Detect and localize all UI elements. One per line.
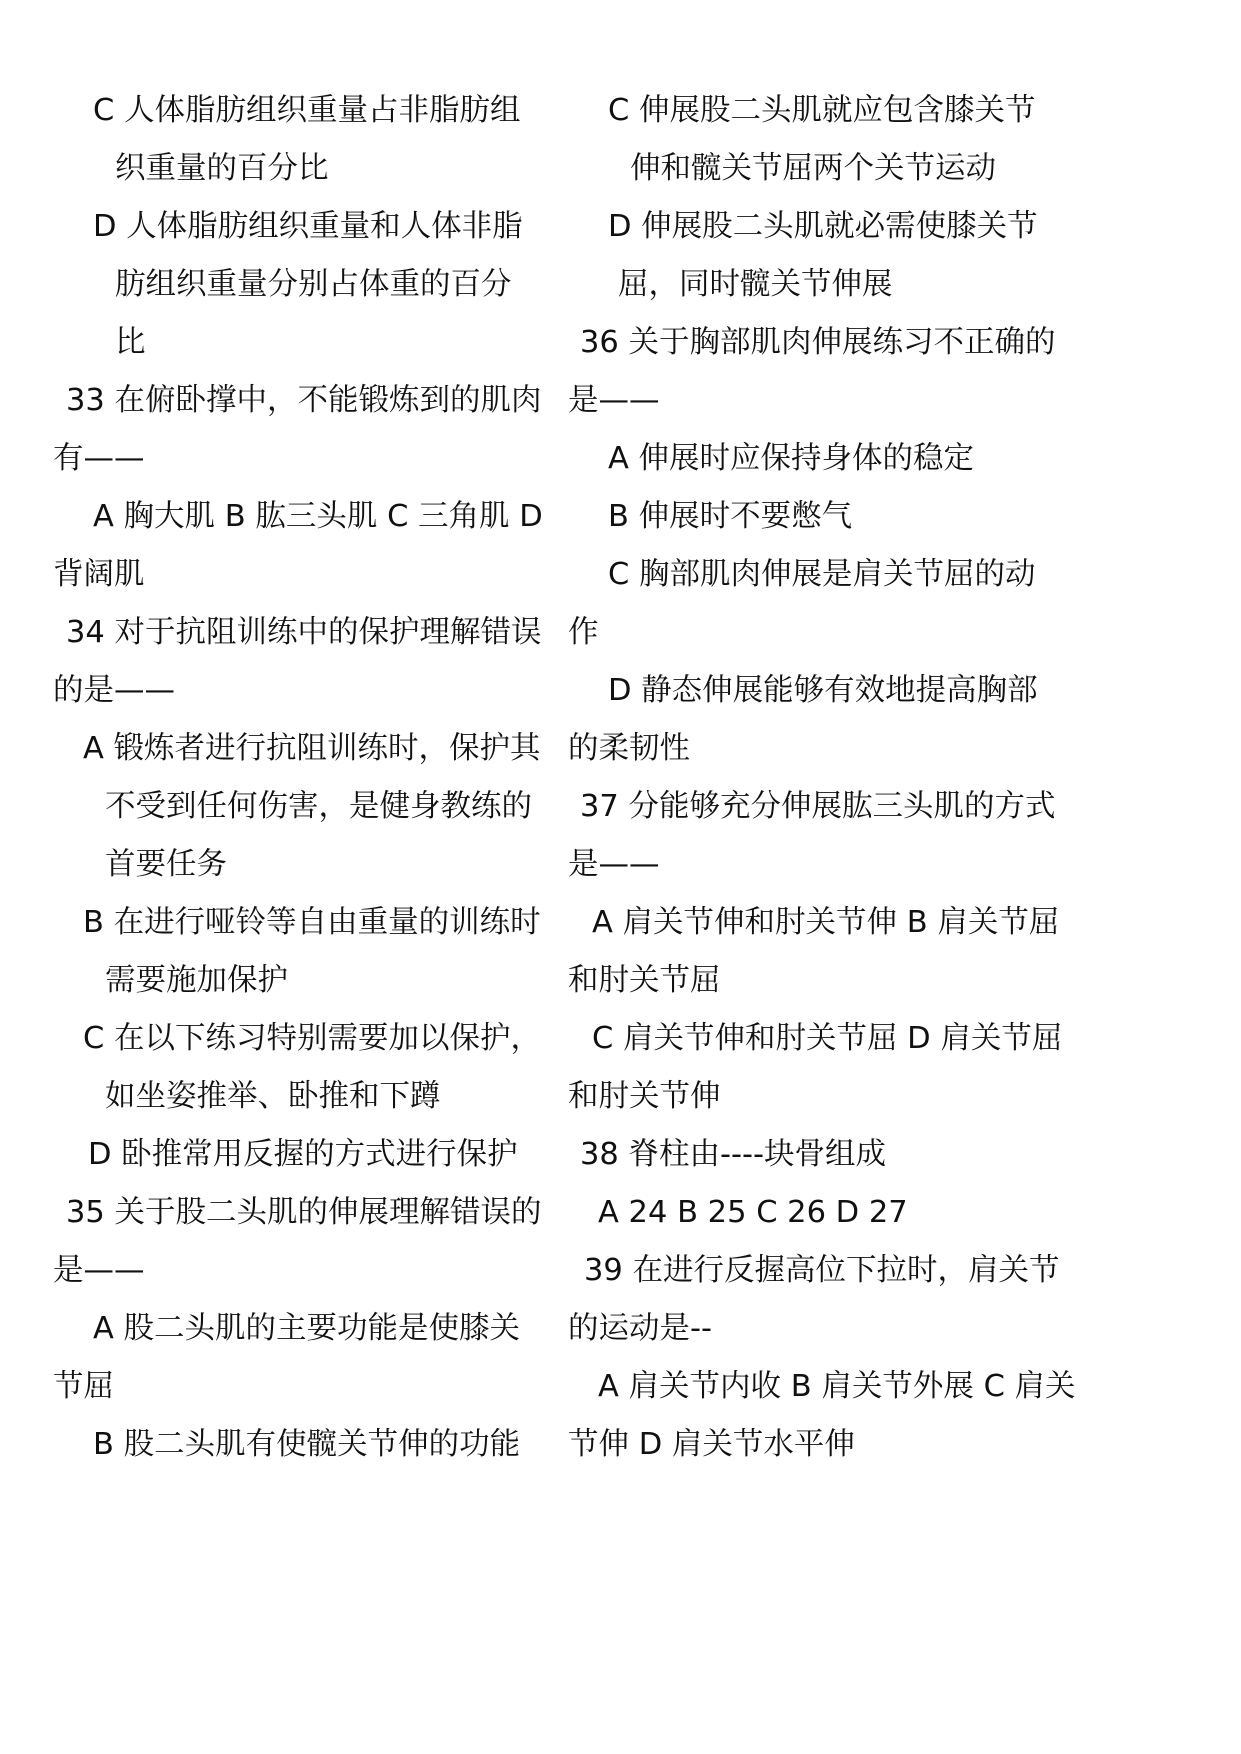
text-line: D 静态伸展能够有效地提高胸部 [608, 673, 1038, 708]
text-line: 背阔肌 [53, 557, 145, 592]
text-line: 的运动是-- [568, 1311, 713, 1346]
question-38: 38 脊柱由----块骨组成 [580, 1137, 887, 1172]
text-line: A 伸展时应保持身体的稳定 [608, 441, 975, 476]
text-line: 比 [115, 325, 146, 360]
question-36: 36 关于胸部肌肉伸展练习不正确的 [580, 325, 1056, 360]
text-line: A 肩关节伸和肘关节伸 B 肩关节屈 [592, 905, 1060, 940]
text-line: 节屈 [53, 1369, 114, 1404]
text-line: 节伸 D 肩关节水平伸 [568, 1427, 855, 1462]
text-line: B 股二头肌有使髋关节伸的功能 [93, 1427, 521, 1462]
text-line: 如坐姿推举、卧推和下蹲 [105, 1079, 441, 1114]
text-line: 伸和髋关节屈两个关节运动 [630, 151, 996, 186]
question-35: 35 关于股二头肌的伸展理解错误的 [66, 1195, 542, 1230]
text-line: 不受到任何伤害，是健身教练的 [105, 789, 532, 824]
text-line: 和肘关节屈 [568, 963, 721, 998]
text-line: 屈，同时髋关节伸展 [618, 267, 893, 302]
text-line: A 锻炼者进行抗阻训练时，保护其 [83, 731, 541, 766]
question-33: 33 在俯卧撑中，不能锻炼到的肌肉 [66, 383, 542, 418]
text-line: 作 [568, 615, 599, 650]
text-line: A 股二头肌的主要功能是使膝关 [93, 1311, 521, 1346]
text-line: C 在以下练习特别需要加以保护， [83, 1021, 541, 1056]
text-line: C 胸部肌肉伸展是肩关节屈的动 [608, 557, 1036, 592]
text-line: 的是—— [53, 673, 175, 708]
text-line: C 伸展股二头肌就应包含膝关节 [608, 93, 1036, 128]
text-line: 肪组织重量分别占体重的百分 [115, 267, 512, 302]
text-line: 是—— [568, 847, 660, 882]
text-line: 织重量的百分比 [115, 151, 329, 186]
text-line: C 肩关节伸和肘关节屈 D 肩关节屈 [592, 1021, 1063, 1056]
text-line: 有—— [53, 441, 145, 476]
text-line: A 肩关节内收 B 肩关节外展 C 肩关 [598, 1369, 1076, 1404]
text-line: B 在进行哑铃等自由重量的训练时 [83, 905, 541, 940]
text-line: 是—— [53, 1253, 145, 1288]
text-line: D 卧推常用反握的方式进行保护 [88, 1137, 518, 1172]
text-line: A 胸大肌 B 肱三头肌 C 三角肌 D [93, 499, 543, 534]
text-line: 首要任务 [105, 847, 227, 882]
text-line: 的柔韧性 [568, 731, 690, 766]
text-line: D 伸展股二头肌就必需使膝关节 [608, 209, 1038, 244]
text-line: A 24 B 25 C 26 D 27 [598, 1195, 908, 1230]
question-39: 39 在进行反握高位下拉时，肩关节 [584, 1253, 1060, 1288]
question-34: 34 对于抗阻训练中的保护理解错误 [66, 615, 542, 650]
text-line: 是—— [568, 383, 660, 418]
text-line: 需要施加保护 [105, 963, 288, 998]
text-line: 和肘关节伸 [568, 1079, 721, 1114]
text-line: C 人体脂肪组织重量占非脂肪组 [93, 93, 521, 128]
question-37: 37 分能够充分伸展肱三头肌的方式 [580, 789, 1056, 824]
text-line: D 人体脂肪组织重量和人体非脂 [93, 209, 523, 244]
text-line: B 伸展时不要憋气 [608, 499, 853, 534]
